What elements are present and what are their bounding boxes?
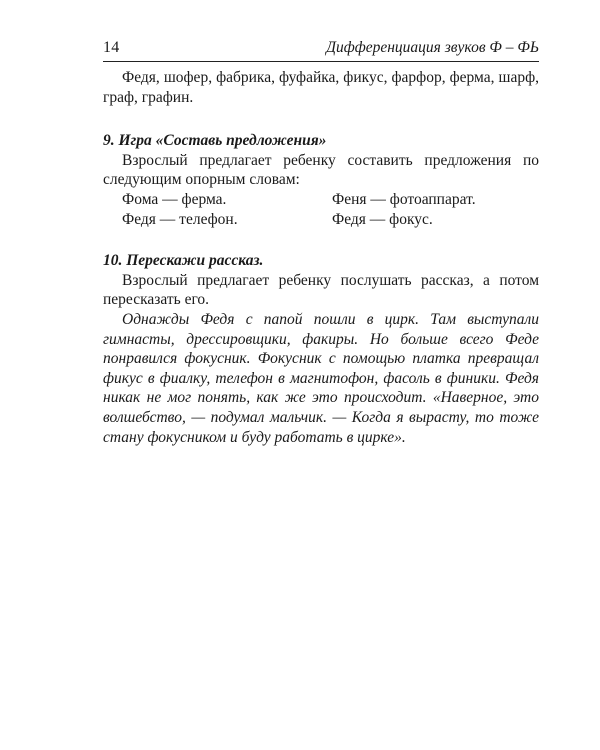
section-10-instruction: Взрослый предлагает ребенку послушать рассказ, а потом пересказать его. [103, 271, 539, 309]
page-header [103, 37, 539, 62]
running-title: Дифференциация звуков Ф – ФЬ [326, 39, 539, 56]
word-pair: Фома — ферма. [122, 190, 227, 208]
word-pair: Федя — фокус. [332, 210, 433, 228]
page-number: 14 [103, 39, 120, 56]
section-9-instruction: Взрослый предлагает ребенку составить предложения по следующим опорным словам: [103, 151, 539, 189]
section-9-title: 9. Игра «Составь предложения» [103, 132, 327, 150]
section-10 [103, 251, 539, 447]
word-pairs [103, 190, 539, 229]
word-pair: Феня — фотоаппарат. [332, 190, 476, 208]
story-text: Однажды Федя с папой пошли в цирк. Там выступали гимнасты, дрессировщики, факиры. Но больше всего Феде понравился фокусник. Фокусник с помощью платка превращал фикус в фиалку, телефон в магнитофон, фасоль в финики. Федя никак не мог понять, как же это происходит. «Наверное, это волшебство, — подумал мальчик. — Когда я вырасту, то тоже стану фокусником и буду работать в цирке». [103, 310, 539, 446]
intro-word-list: Федя, шофер, фабрика, фуфайка, фикус, фарфор, ферма, шарф, граф, графин. [103, 69, 539, 106]
page-content [103, 68, 539, 447]
section-9 [103, 131, 539, 229]
section-10-title: 10. Перескажи рассказ. [103, 252, 264, 270]
word-pair: Федя — телефон. [122, 210, 238, 228]
